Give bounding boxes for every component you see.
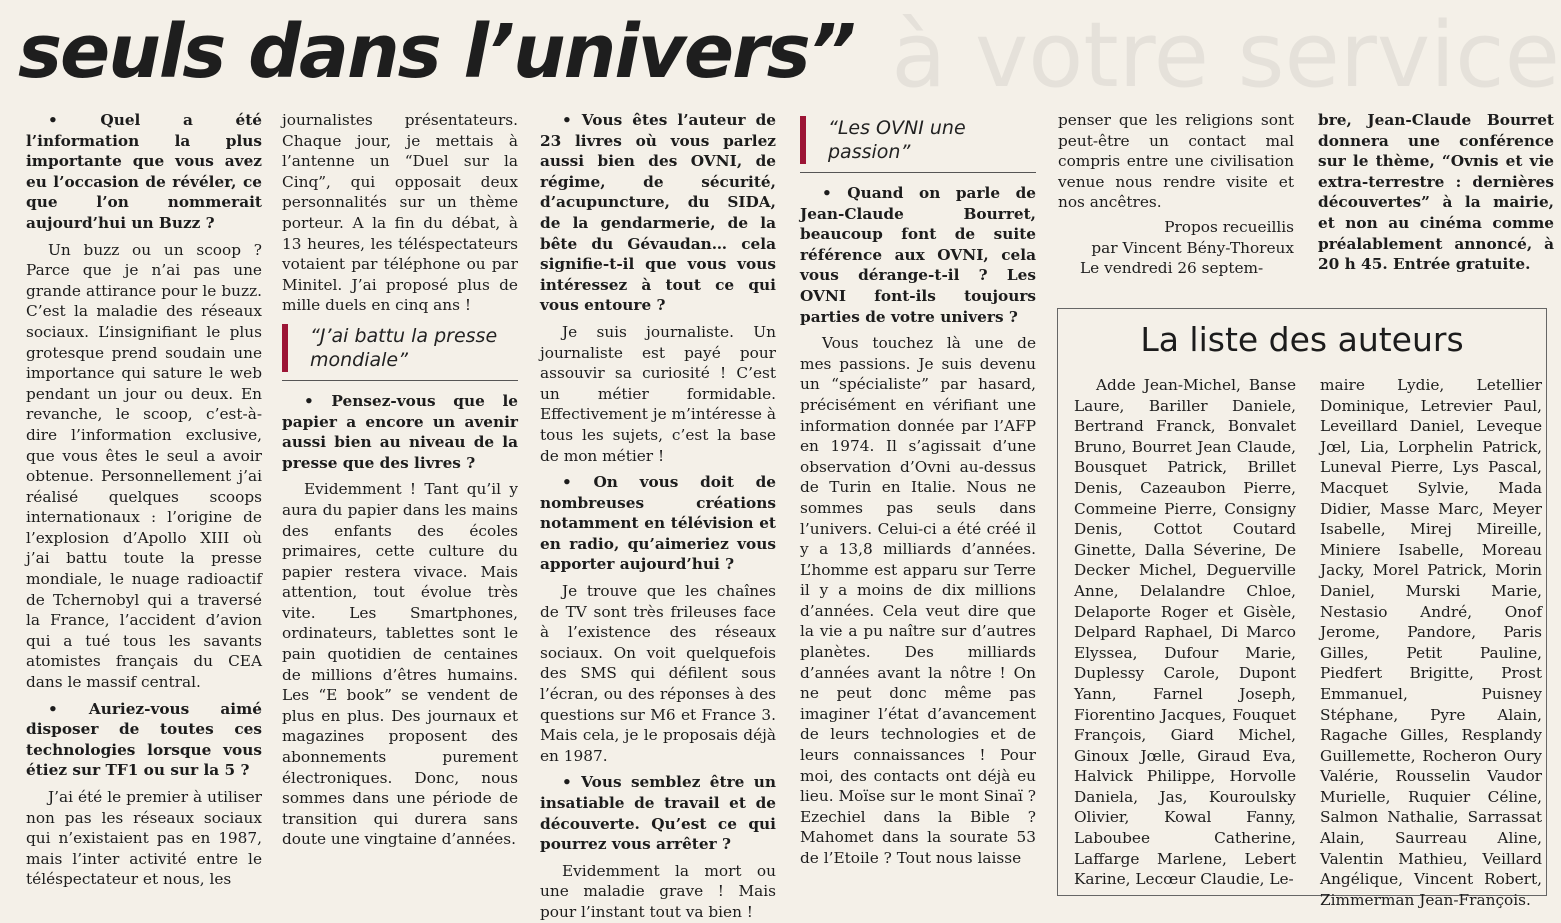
credit-line-1: Propos recueillis xyxy=(1164,217,1294,236)
question-2: • Auriez-vous aimé disposer de toutes ces technologies lorsque vous étiez sur TF1 ou sur la 5 ? xyxy=(26,699,262,780)
authors-box xyxy=(1057,308,1547,909)
authors-left-text: Adde Jean-Michel, Banse Laure, Bariller Daniele, Bertrand Franck, Bonvalet Bruno, Bourret Jean Claude, Bousquet Patrick, Brillet Denis, Cazeaubon Pierre, Commeine Pierre, Consigny Denis, Cottot Coutard Ginette, Dalla Séverine, De Decker Michel, Deguerville Anne, Delalandre Chloe, Delaporte Roger et Gisèle, Delpard Raphael, Di Marco Elyssea, Dufour Marie, Duplessy Carole, Dupont Yann, Farnel Joseph, Fiorentino Jacques, Fouquet François, Giard Michel, Ginoux Jœlle, Giraud Eva, Halvick Philippe, Horvolle Daniela, Jas, Kouroulsky Olivier, Kowal Fanny, Laboubee Catherine, Laffarge Marlene, Lebert Karine, Lecœur Claudie, Le- xyxy=(1074,376,1296,889)
credit-line-2: par Vincent Bény-Thoreux xyxy=(1091,238,1294,257)
subhead-ovni-passion: “Les OVNI une passion” xyxy=(800,116,1036,164)
authors-list-left xyxy=(1074,375,1296,891)
authors-right-text: maire Lydie, Letellier Dominique, Letrevier Paul, Leveillard Daniel, Leveque Jœl, Lia, Lorphelin Patrick, Luneval Pierre, Lys Pascal, Macquet Sylvie, Mada Didier, Masse Marc, Meyer Isabelle, Mirej Mireille, Miniere Isabelle, Moreau Jacky, Morel Patrick, Morin Daniel, Murski Marie, Nestasio André, Onof Jerome, Pandore, Paris Gilles, Petit Pauline, Piedfert Brigitte, Prost Emmanuel, Puisney Stéphane, Pyre Alain, Ragache Gilles, Resplandy Guillemette, Rocheron Oury Valérie, Rousselin Vaudor Murielle, Ruquier Céline, Salmon Nathalie, Sarrassat Alain, Saurreau Aline, Valentin Mathieu, Veillard Angélique, Vincent Robert, Zimmerman Jean-François. xyxy=(1320,376,1542,909)
headline: seuls dans l’univers” xyxy=(18,9,855,95)
question-4: • Vous êtes l’auteur de 23 livres où vous parlez aussi bien des OVNI, de régime, de sécurité, d’acupuncture, du SIDA, de la gendarmerie, de la bête du Gévaudan… cela signifie-t-il que vous vous intéressez à tout ce qui vous entoure ? xyxy=(540,111,776,315)
question-3: • Pensez-vous que le papier a encore un avenir aussi bien au niveau de la presse que des livres ? xyxy=(282,391,518,472)
column-1 xyxy=(26,110,262,900)
answer-continued: journalistes présentateurs. Chaque jour, je mettais à l’antenne un “Duel sur la Cinq”, qui opposait deux personnalités sur un thème porteur. A la fin du débat, à 13 heures, les téléspectateurs votaient par téléphone ou par Minitel. J’ai proposé plus de mille duels en cinq ans ! xyxy=(282,111,518,315)
answer-continued-2: penser que les religions sont peut-être un contact mal compris entre une civilisation venue nous rendre visite et nos ancêtres. xyxy=(1058,111,1294,212)
column-6 xyxy=(1318,110,1554,300)
answer-2: J’ai été le premier à utiliser non pas les réseaux sociaux qui n’existaient pas en 1987, mais l’inter activité entre le téléspectateur et nous, les xyxy=(26,788,262,889)
answer-4: Je suis journaliste. Un journaliste est payé pour assouvir sa curiosité ! C’est un métier formidable. Effectivement je m’intéresse à tous les sujets, c’est la base de mon métier ! xyxy=(540,322,776,465)
column-4 xyxy=(800,110,1036,900)
subhead-presse-mondiale: “J’ai battu la presse mondiale” xyxy=(282,324,518,372)
answer-6: Evidemment la mort ou une maladie grave ! Mais pour l’instant tout va bien ! xyxy=(540,861,776,921)
question-5: • On vous doit de nombreuses créations notamment en télévision et en radio, qu’aimeriez vous apporter aujourd’hui ? xyxy=(540,473,776,574)
answer-5: Je trouve que les chaînes de TV sont très frileuses face à l’existence des réseaux sociaux. On voit quelquefois des SMS qui défilent sous l’écran, ou des réponses à des questions sur M6 et France 3. Mais cela, je le proposais déjà en 1987. xyxy=(540,582,776,765)
subhead-rule xyxy=(800,172,1036,173)
subhead-rule xyxy=(282,380,518,381)
authors-list-right xyxy=(1320,375,1542,909)
question-7: • Quand on parle de Jean-Claude Bourret, beaucoup font de suite référence aux OVNI, cela vous dérange-t-il ? Les OVNI font-ils toujours parties de votre univers ? xyxy=(800,184,1036,326)
authors-box-title: La liste des auteurs xyxy=(1140,320,1464,359)
column-2 xyxy=(282,110,518,900)
background-bleed-text: à votre service xyxy=(891,3,1560,108)
question-1: • Quel a été l’information la plus importante que vous avez eu l’occasion de révéler, ce que l’on nommerait aujourd’hui un Buzz ? xyxy=(26,111,262,232)
conference-announcement: bre, Jean-Claude Bourret donnera une conférence sur le thème, “Ovnis et vie extra-terrestre : dernières découvertes” à la mairie, et non au cinéma comme préalablement annoncé, à 20 h 45. Entrée gratuite. xyxy=(1318,111,1554,274)
answer-3: Evidemment ! Tant qu’il y aura du papier dans les mains des enfants des écoles primaires, cette culture du papier restera vivace. Mais attention, tout évolue très vite. Les Smartphones, ordinateurs, tablettes sont le pain quotidien de centaines de millions d’êtres humains. Les “E book” se vendent de plus en plus. Des journaux et magazines proposent des abonnements purement électroniques. Donc, nous sommes dans une période de transition qui durera sans doute une vingtaine d’années. xyxy=(282,480,518,849)
event-date: Le vendredi 26 septem- xyxy=(1080,259,1264,278)
question-6: • Vous semblez être un insatiable de travail et de découverte. Qu’est ce qui pourrez vous arrêter ? xyxy=(540,773,776,854)
answer-1: Un buzz ou un scoop ? Parce que je n’ai pas une grande attirance pour le buzz. C’est la maladie des réseaux sociaux. L’insignifiant le plus grotesque prend soudain une importance qui sature le web pendant un jour ou deux. En revanche, le scoop, c’est-à-dire l’information exclusive, que vous êtes le seul a avoir obtenue. Personnellement j’ai réalisé quelques scoops internationaux : l’origine de l’explosion d’Apollo XIII où j’ai battu toute la presse mondiale, le nuage radioactif de Tchernobyl qui a traversé la France, l’accident d’avion qui a tué tous les savants atomistes français du CEA dans le massif central. xyxy=(26,240,262,692)
column-3 xyxy=(540,110,776,921)
answer-7: Vous touchez là une de mes passions. Je suis devenu un “spécialiste” par hasard, précisément en vérifiant une information donnée par l’AFP en 1974. Il s’agissait d’une observation d’Ovni au-dessus de Turin en Italie. Nous ne sommes pas seuls dans l’univers. Celui-ci a été créé il y a 13,8 milliards d’années. L’homme est apparu sur Terre il y a moins de dix millions d’années. Cela veut dire que la vie a pu naître sur d’autres planètes. Des milliards d’années avant la nôtre ! On ne peut donc même pas imaginer l’état d’avancement de leurs technologies et de leurs connaissances ! Pour moi, des contacts ont déjà eu lieu. Moïse sur le mont Sinaï ? Ezechiel dans la Bible ? Mahomet dans la sourate 53 de l’Etoile ? Tout nous laisse xyxy=(800,334,1036,867)
column-5 xyxy=(1058,110,1294,300)
